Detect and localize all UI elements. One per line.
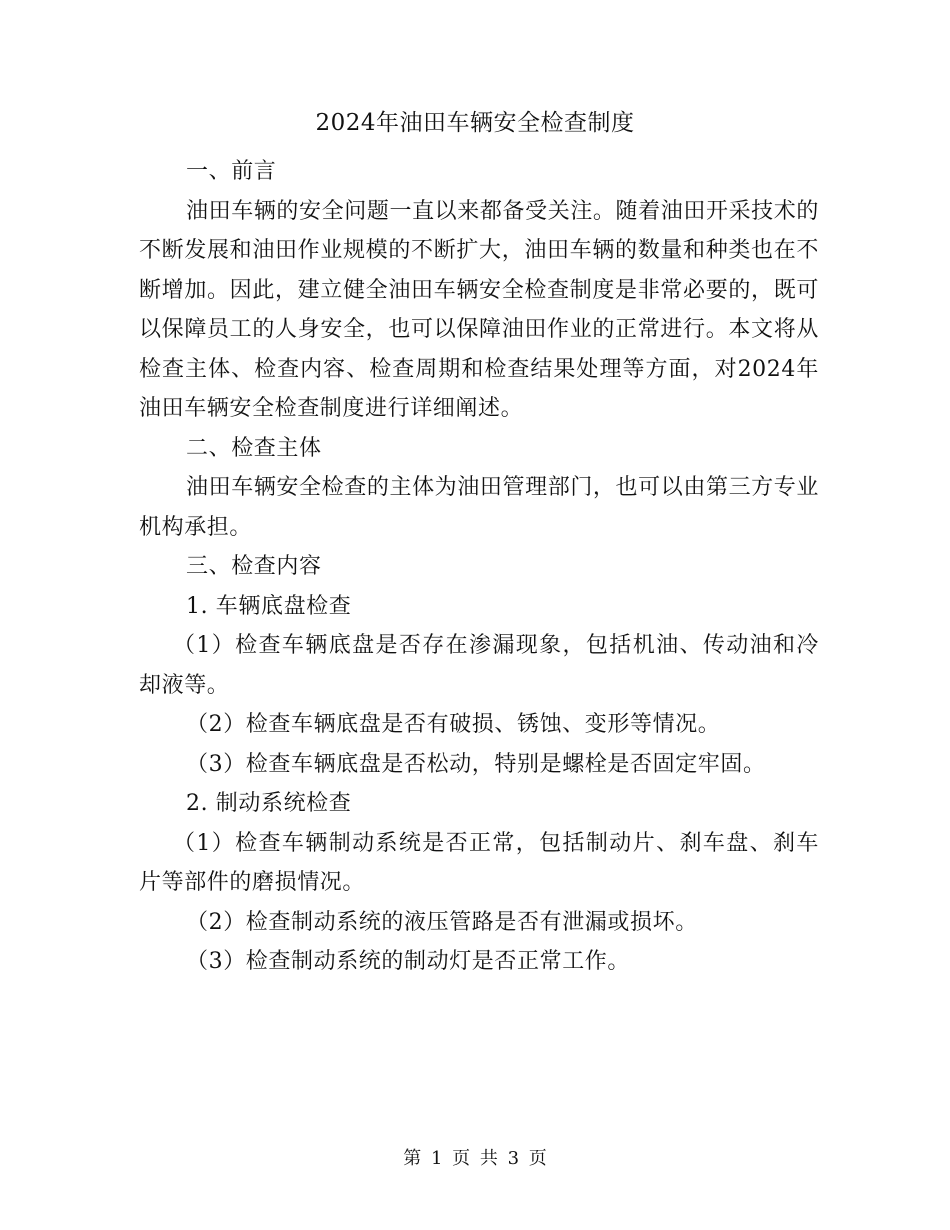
document-title: 2024年油田车辆安全检查制度 xyxy=(315,110,635,136)
subheading-chassis-check: 1. 车辆底盘检查 xyxy=(186,593,352,619)
chassis-item-2: （2）检查车辆底盘是否有破损、锈蚀、变形等情况。 xyxy=(186,712,721,737)
section-heading-inspection-content: 三、检查内容 xyxy=(186,554,322,579)
brake-item-3: （3）检查制动系统的制动灯是否正常工作。 xyxy=(186,949,630,974)
document-body xyxy=(139,152,819,982)
brake-item-2: （2）检查制动系统的液压管路是否有泄漏或损坏。 xyxy=(186,909,698,935)
chassis-item-1: （1）检查车辆底盘是否存在渗漏现象，包括机油、传动油和冷却液等。 xyxy=(139,633,819,698)
brake-item-1: （1）检查车辆制动系统是否正常，包括制动片、刹车盘、刹车片等部件的磨损情况。 xyxy=(139,830,819,895)
inspection-subject-paragraph: 油田车辆安全检查的主体为油田管理部门，也可以由第三方专业机构承担。 xyxy=(139,475,819,540)
subheading-brake-check: 2. 制动系统检查 xyxy=(186,791,352,816)
page-footer: 第 1 页 共 3 页 xyxy=(403,1148,547,1169)
chassis-item-3: （3）检查车辆底盘是否松动，特别是螺栓是否固定牢固。 xyxy=(186,751,766,777)
preface-paragraph: 油田车辆的安全问题一直以来都备受关注。随着油田开采技术的不断发展和油田作业规模的不断扩大，油田车辆的数量和种类也在不断增加。因此，建立健全油田车辆安全检查制度是非常必要的，既可以保障员工的人身安全，也可以保障油田作业的正常进行。本文将从检查主体、检查内容、检查周期和检查结果处理等方面，对2024年油田车辆安全检查制度进行详细阐述。 xyxy=(139,198,819,421)
section-heading-preface: 一、前言 xyxy=(186,159,277,184)
section-heading-inspection-subject: 二、检查主体 xyxy=(186,435,322,461)
